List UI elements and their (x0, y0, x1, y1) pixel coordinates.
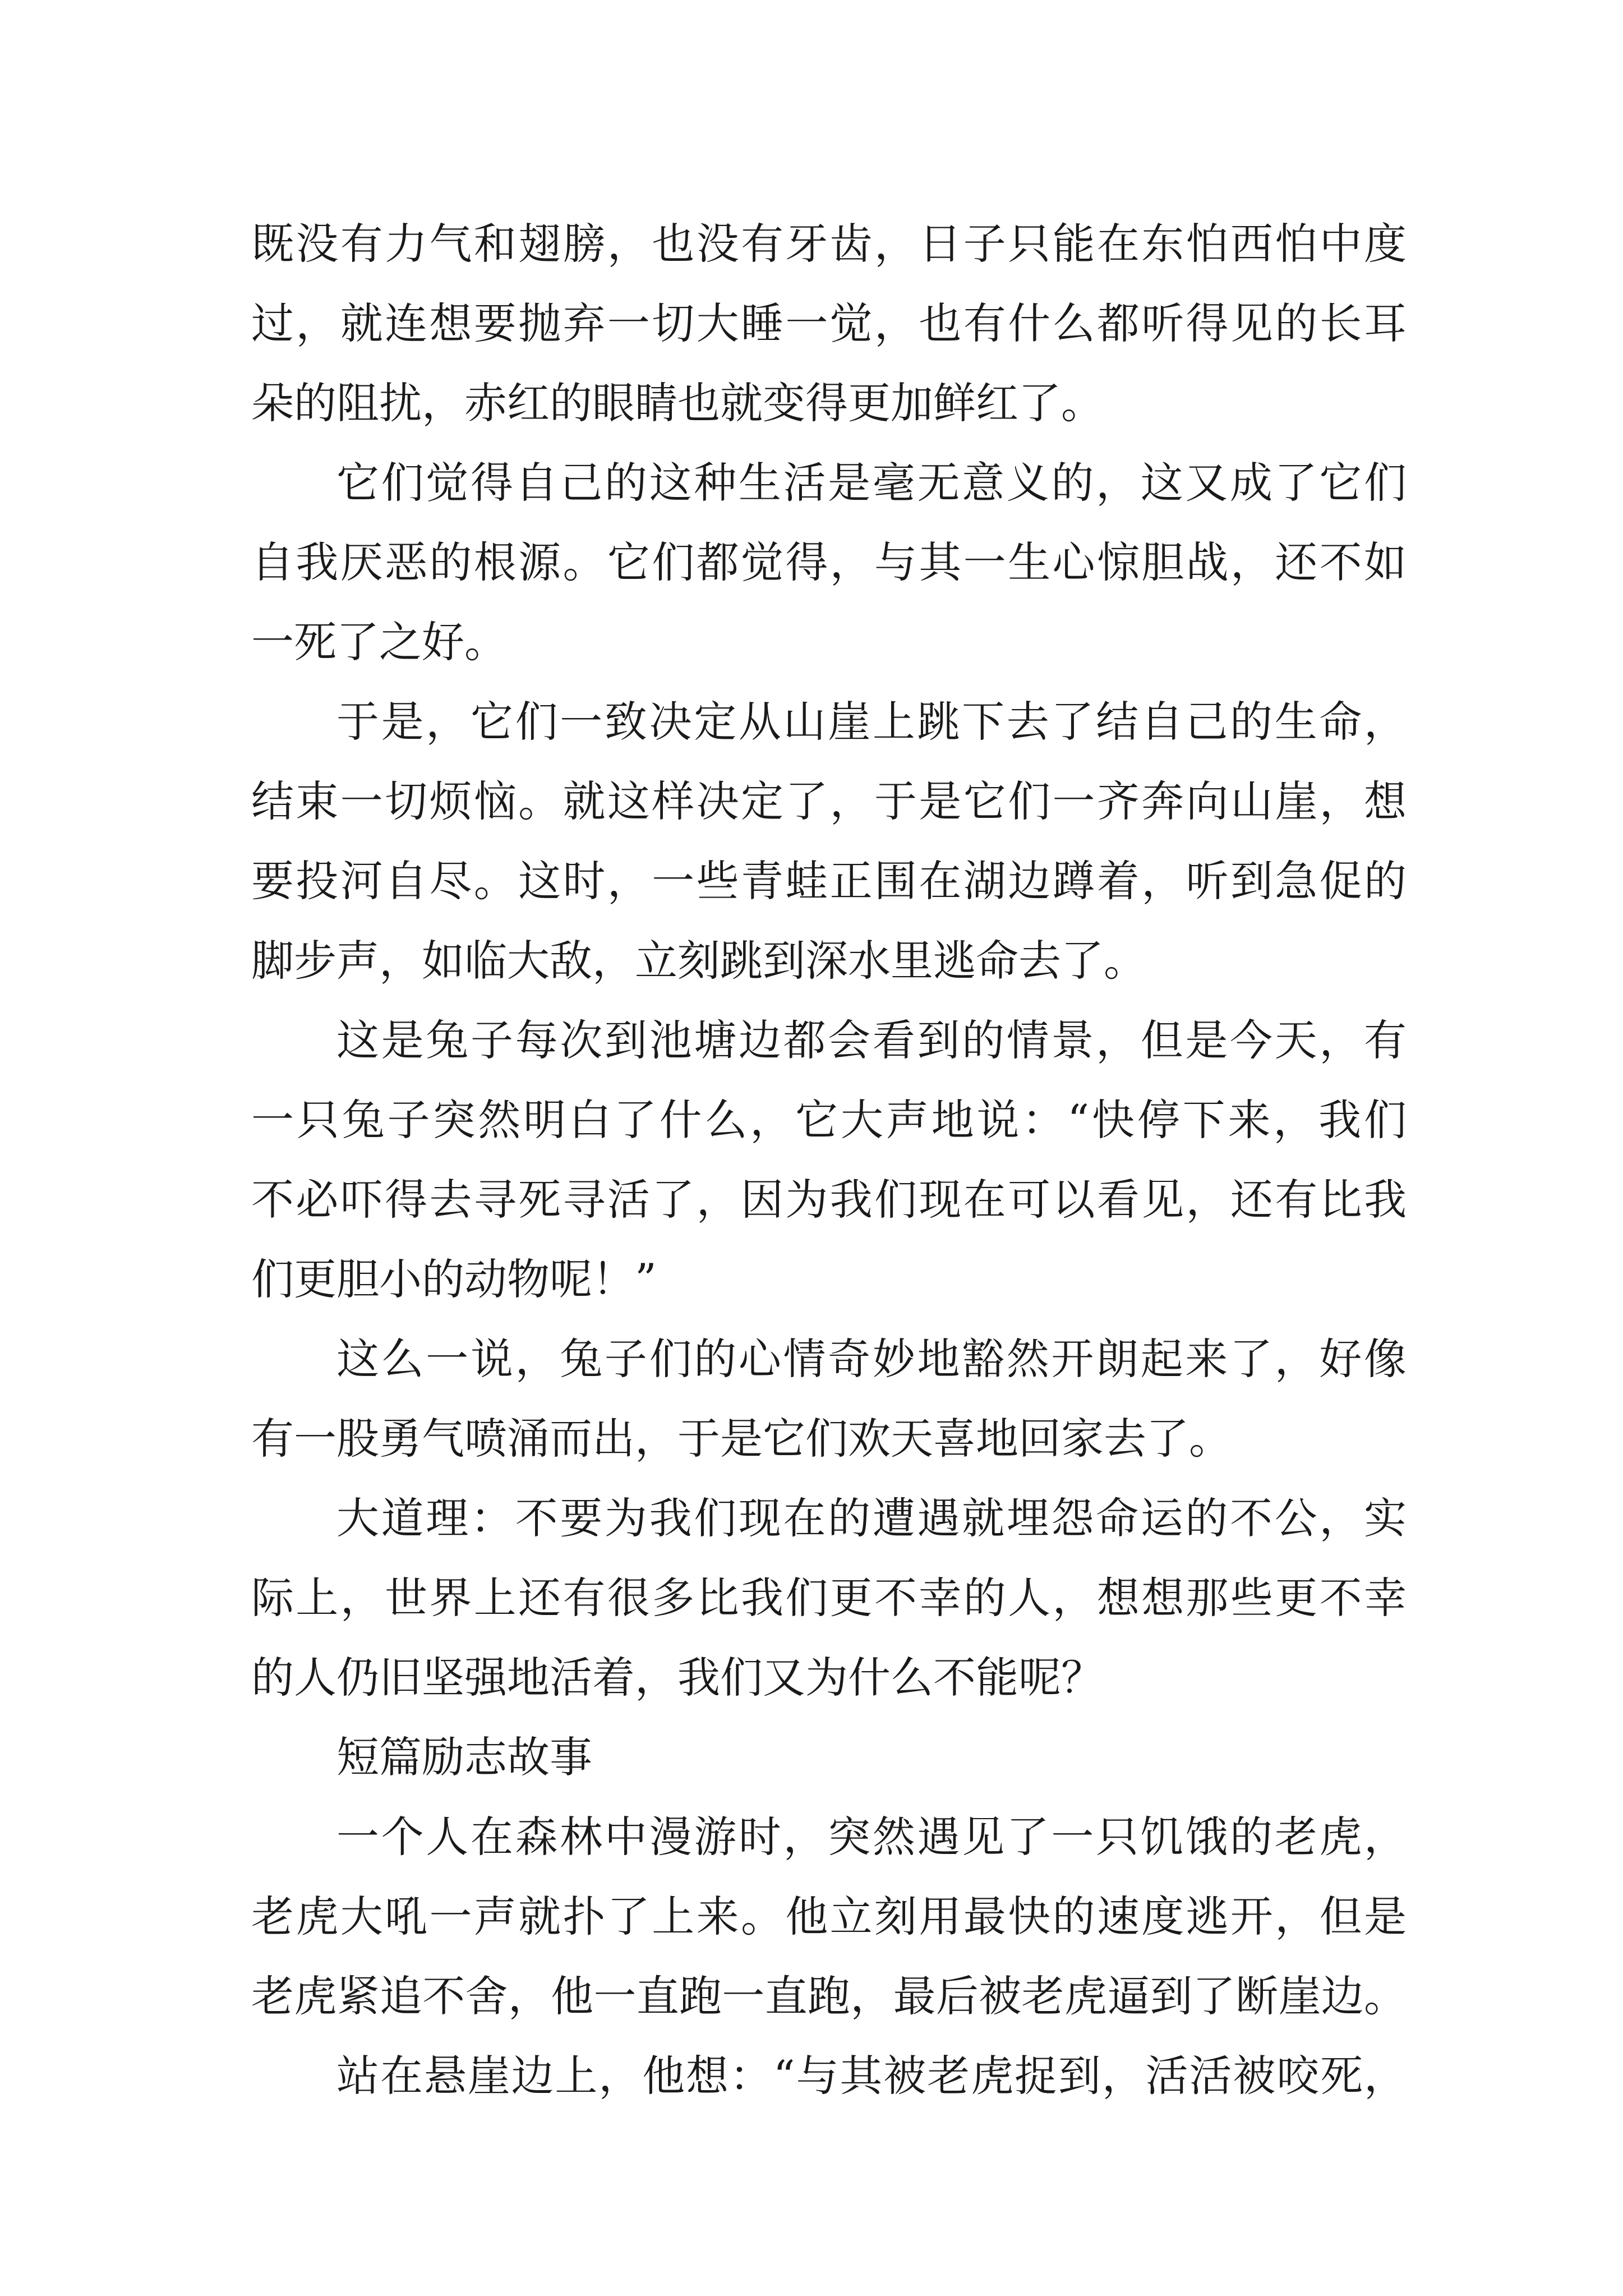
text-line: 既没有力气和翅膀，也没有牙齿，日子只能在东怕西怕中度 (251, 219, 1407, 269)
section-heading: 短篇励志故事 (336, 1732, 592, 1782)
text-line: 脚步声，如临大敌，立刻跳到深水里逃命去了。 (251, 936, 1146, 986)
text-line: 老虎大吼一声就扑了上来。他立刻用最快的速度逃开，但是 (251, 1892, 1407, 1941)
text-line: 于是，它们一致决定从山崖上跳下去了结自己的生命， (336, 697, 1407, 747)
text-line: 一个人在森林中漫游时，突然遇见了一只饥饿的老虎， (336, 1812, 1407, 1862)
text-line: 这是兔子每次到池塘边都会看到的情景，但是今天，有 (336, 1015, 1407, 1065)
text-line: 它们觉得自己的这种生活是毫无意义的，这又成了它们 (336, 458, 1407, 508)
text-line: 自我厌恶的根源。它们都觉得，与其一生心惊胆战，还不如 (251, 537, 1407, 587)
text-line: 要投河自尽。这时，一些青蛙正围在湖边蹲着，听到急促的 (251, 856, 1407, 906)
text-line: 结束一切烦恼。就这样决定了，于是它们一齐奔向山崖，想 (251, 776, 1407, 826)
text-line: 一死了之好。 (251, 617, 507, 667)
text-line: 朵的阻扰，赤红的眼睛也就变得更加鲜红了。 (251, 378, 1104, 428)
text-line: 站在悬崖边上，他想：“与其被老虎捉到，活活被咬死， (336, 2051, 1407, 2101)
text-line: 一只兔子突然明白了什么，它大声地说：“快停下来，我们 (251, 1095, 1407, 1145)
text-line: 们更胆小的动物呢！” (251, 1254, 657, 1304)
text-line: 过，就连想要抛弃一切大睡一觉，也有什么都听得见的长耳 (251, 298, 1407, 348)
text-line: 这么一说，兔子们的心情奇妙地豁然开朗起来了，好像 (336, 1334, 1407, 1384)
text-line: 际上，世界上还有很多比我们更不幸的人，想想那些更不幸 (251, 1573, 1407, 1623)
text-line: 有一股勇气喷涌而出，于是它们欢天喜地回家去了。 (251, 1414, 1232, 1464)
text-line: 大道理：不要为我们现在的遭遇就埋怨命运的不公，实 (336, 1493, 1407, 1543)
text-line: 老虎紧追不舍，他一直跑一直跑，最后被老虎逼到了断崖边。 (251, 1971, 1407, 2021)
text-line: 的人仍旧坚强地活着，我们又为什么不能呢？ (251, 1653, 1104, 1703)
text-line: 不必吓得去寻死寻活了，因为我们现在可以看见，还有比我 (251, 1175, 1407, 1225)
